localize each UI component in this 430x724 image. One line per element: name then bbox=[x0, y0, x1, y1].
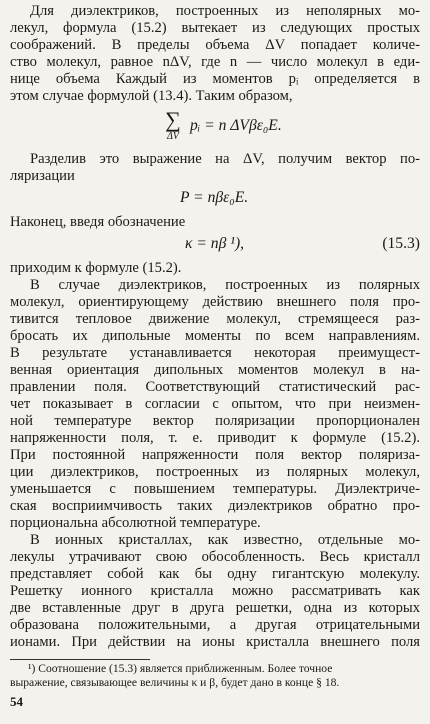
summation-symbol bbox=[160, 109, 186, 142]
formula-susceptibility: κ = nβ ¹), bbox=[185, 235, 245, 252]
text-line: венная ориентация дипольных моментов молекул в на- bbox=[10, 362, 420, 378]
sigma-glyph: ∑ bbox=[165, 107, 181, 132]
equation-number: (15.3) bbox=[382, 235, 420, 252]
text-line: чет показывает в согласии с опытом, что при неизмен- bbox=[10, 396, 420, 412]
footnote-separator bbox=[10, 659, 150, 660]
formula-polarization: P = nβε₀E. bbox=[180, 189, 249, 206]
text-line: В случае диэлектриков, построенных из полярных bbox=[30, 277, 420, 293]
text-line: тивится тепловое движение молекул, стремящееся раз- bbox=[10, 311, 420, 327]
page-number: 54 bbox=[10, 694, 23, 709]
text-line: ская восприимчивость таких диэлектриков обратно про- bbox=[10, 498, 420, 514]
text-line: правлении поля. Соответствующий статистический рас- bbox=[10, 379, 420, 395]
text-line: Разделив это выражение на ΔV, получим вектор по- bbox=[30, 151, 420, 167]
text-line: представляет собой как бы одну гигантскую молекулу. bbox=[10, 566, 420, 582]
text-line: уменьшается с повышением температуры. Диэлектриче- bbox=[10, 481, 420, 497]
text-line: две вставленные друг в друга решетки, одна из которых bbox=[10, 600, 420, 616]
text-line: В результате устанавливается некоторая преимущест- bbox=[10, 345, 420, 361]
text-line: ство молекул, равное nΔV, где n — число молекул в еди- bbox=[10, 54, 420, 70]
text-line: В ионных кристаллах, как известно, отдельные мо- bbox=[30, 532, 420, 548]
text-line: ной температуре вектор поляризации пропорционален bbox=[10, 413, 420, 429]
text-line: этом случае формулой (13.4). Таким образом, bbox=[10, 88, 293, 104]
text-line: нице объема Каждый из моментов pᵢ определяется в bbox=[10, 71, 420, 87]
text-line: молекул, ориентирующему действию внешнего поля про- bbox=[10, 294, 420, 310]
text-line: напряженности поля, т. е. приводит к формуле (15.2). bbox=[10, 430, 420, 446]
text-line: образована положительными, а другая отрицательными bbox=[10, 617, 420, 633]
summation-subscript: ΔV bbox=[167, 131, 179, 142]
text-line: бросать их дипольные моменты по всем направлениям. bbox=[10, 328, 420, 344]
text-line: лекулы утрачивают свою обособленность. Весь кристалл bbox=[10, 549, 420, 565]
text-line: Для диэлектриков, построенных из неполярных мо- bbox=[30, 3, 420, 19]
text-line: соображений. В пределы объема ΔV попадает количе- bbox=[10, 37, 420, 53]
text-line: лекул, формула (15.2) вытекает из следующих простых bbox=[10, 20, 420, 36]
footnote-line: ¹) Соотношение (15.3) является приближенным. Более точное bbox=[28, 662, 333, 675]
text-line: Решетку ионного кристалла можно рассматривать как bbox=[10, 583, 420, 599]
text-line: ионами. При действии на ионы кристалла внешнего поля bbox=[10, 634, 420, 650]
text-line: порциональна абсолютной температуре. bbox=[10, 515, 261, 531]
text-line: Наконец, введя обозначение bbox=[10, 214, 186, 230]
text-line: ляризации bbox=[10, 168, 75, 184]
formula-sum-moments: pᵢ = n ΔVβε₀E. bbox=[190, 117, 282, 134]
footnote-line: выражение, связывающее величины κ и β, будет дано в конце § 18. bbox=[10, 676, 340, 689]
text-line: При постоянной напряженности поля вектор поляриза- bbox=[10, 447, 420, 463]
text-line: приходим к формуле (15.2). bbox=[10, 260, 182, 276]
text-line: ции диэлектриков, построенных из полярных молекул, bbox=[10, 464, 420, 480]
